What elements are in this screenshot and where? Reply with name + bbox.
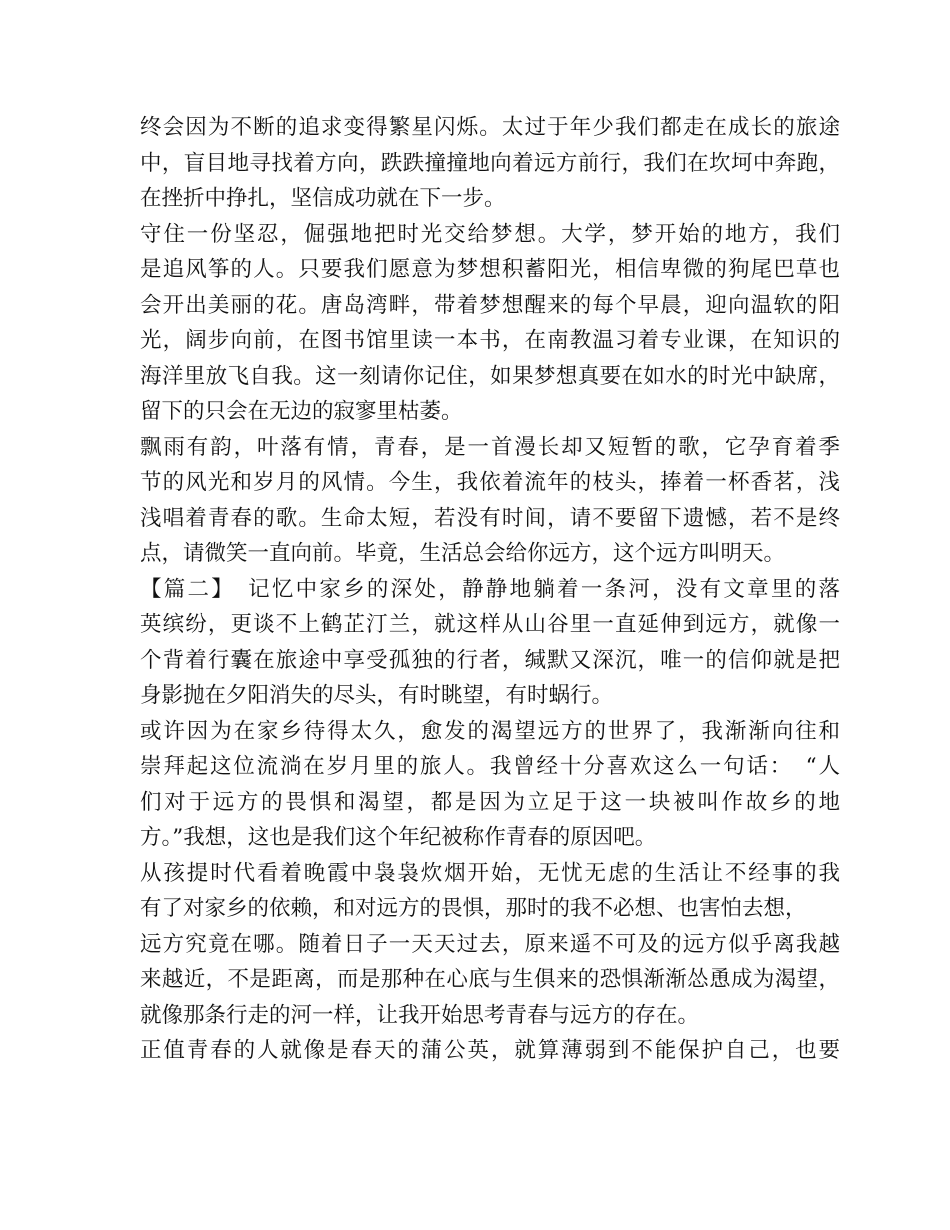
text-line: 点，请微笑一直向前。毕竟，生活总会给你远方，这个远方叫明天。 [140,541,786,566]
text-line: 在挫折中挣扎，坚信成功就在下一步。 [140,186,506,211]
text-line: 【篇二】 记忆中家乡的深处，静静地躺着一条河，没有文章里的落 [140,576,840,602]
text-line: 崇拜起这位流淌在岁月里的旅人。我曾经十分喜欢这么一句话： “人 [140,754,840,779]
text-line: 会开出美丽的花。唐岛湾畔，带着梦想醒来的每个早晨，迎向温软的阳 [140,292,840,318]
text-line: 有了对家乡的依赖，和对远方的畏惧，那时的我不必想、也害怕去想， [140,896,807,921]
text-line: 中，盲目地寻找着方向，跌跌撞撞地向着远方前行，我们在坎坷中奔跑， [140,150,840,176]
text-line: 节的风光和岁月的风情。今生，我依着流年的枝头，捧着一杯香茗，浅 [140,470,840,495]
text-line: 就像那条行走的河一样，让我开始思考青春与远方的存在。 [140,1002,700,1028]
text-line: 是追风筝的人。只要我们愿意为梦想积蓄阳光，相信卑微的狗尾巴草也 [140,257,840,282]
text-line: 英缤纷，更谈不上鹤芷汀兰，就这样从山谷里一直延伸到远方，就像一 [140,612,840,637]
text-line: 终会因为不断的追求变得繁星闪烁。太过于年少我们都走在成长的旅途 [140,115,840,140]
text-line: 浅唱着青春的歌。生命太短，若没有时间，请不要留下遗憾，若不是终 [140,505,840,531]
text-line: 海洋里放飞自我。这一刻请你记住，如果梦想真要在如水的时光中缺席， [140,363,840,389]
text-line: 飘雨有韵，叶落有情，青春，是一首漫长却又短暂的歌，它孕育着季 [140,434,840,460]
text-line: 守住一份坚忍，倔强地把时光交给梦想。大学，梦开始的地方，我们 [140,221,840,247]
text-line: 远方究竟在哪。随着日子一天天过去，原来遥不可及的远方似乎离我越 [140,931,840,957]
text-line: 从孩提时代看着晚霞中袅袅炊烟开始，无忧无虑的生活让不经事的我 [140,860,840,886]
text-line: 或许因为在家乡待得太久，愈发的渴望远方的世界了，我渐渐向往和 [140,718,840,744]
text-line: 留下的只会在无边的寂寥里枯萎。 [140,399,463,424]
text-line: 光，阔步向前，在图书馆里读一本书，在南教温习着专业课，在知识的 [140,328,840,353]
text-line: 方。”我想，这也是我们这个年纪被称作青春的原因吧。 [140,825,657,850]
body-text [140,110,840,1069]
text-line: 来越近，不是距离，而是那种在心底与生俱来的恐惧渐渐怂恿成为渴望， [140,967,840,992]
text-line: 们对于远方的畏惧和渴望，都是因为立足于这一块被叫作故乡的地 [140,789,840,815]
text-line: 个背着行囊在旅途中享受孤独的行者，缄默又深沉，唯一的信仰就是把 [140,647,840,673]
text-line: 正值青春的人就像是春天的蒲公英，就算薄弱到不能保护自己，也要 [140,1038,840,1063]
text-line: 身影抛在夕阳消失的尽头，有时眺望，有时蜗行。 [140,683,614,708]
